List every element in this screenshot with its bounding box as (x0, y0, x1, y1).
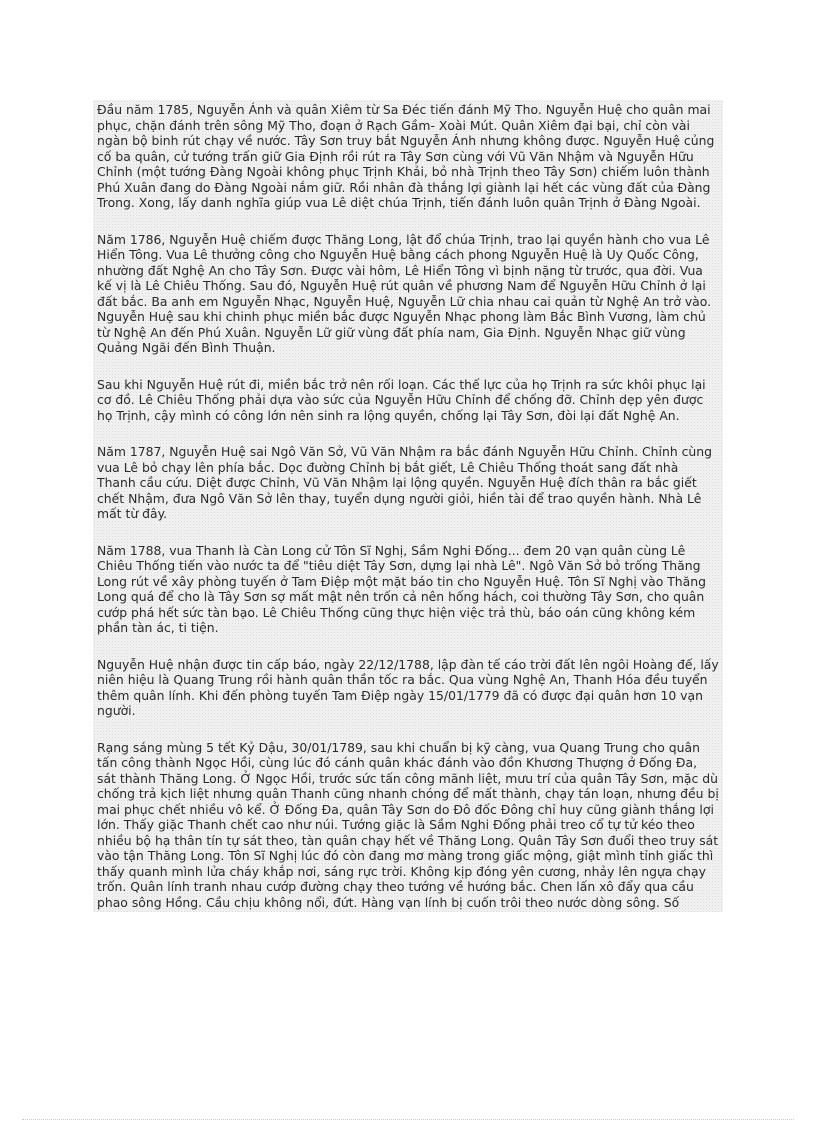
page-bottom-divider (22, 1119, 794, 1121)
paragraph-1787: Năm 1787, Nguyễn Huệ sai Ngô Văn Sở, Vũ Văn Nhậm ra bắc đánh Nguyễn Hữu Chỉnh. Chỉnh cùng vua Lê bỏ chạy lên phía bắc. Dọc đường Chỉnh bị bắt giết, Lê Chiêu Thống thoát sang đất nhà Thanh cầu cứu. Diệt được Chỉnh, Vũ Văn Nhậm lại lộng quyền. Nguyễn Huệ đích thân ra bắc giết chết Nhậm, đưa Ngô Văn Sở lên thay, tuyển dụng người giỏi, hiền tài để trao quyền hành. Nhà Lê mất từ đây. (97, 444, 713, 521)
paragraph-ky-dau: Rạng sáng mùng 5 tết Kỷ Dậu, 30/01/1789, sau khi chuẩn bị kỹ càng, vua Quang Trung cho quân tấn công thành Ngọc Hồi, cùng lúc đó cánh quân khác đánh vào đồn Khương Thượng ở Đống Đa, sát thành Thăng Long. Ở Ngọc Hồi, trước sức tấn công mãnh liệt, mưu trí của quân Tây Sơn, mặc dù chống trả kịch liệt nhưng quân Thanh cũng nhanh chóng để mất thành, chạy tán loạn, nhưng đều bị mai phục chết nhiều vô kể. Ở Đống Đa, quân Tây Sơn do Đô đốc Đông chỉ huy cũng giành thắng lợi lớn. Thấy giặc Thanh chết cao như núi. Tướng giặc là Sầm Nghi Đống phải treo cổ tự tử kéo theo nhiều bộ hạ thân tín tự sát theo, tàn quân chạy hết về Thăng Long. Quân Tây Sơn đuổi theo truy sát vào tận Thăng Long. Tôn Sĩ Nghị lúc đó còn đang mơ màng trong giấc mộng, giật mình tỉnh giấc thì thấy quanh mình lửa cháy khắp nơi, sáng rực trời. Không kịp đóng yên cương, nhảy lên ngựa chạy trốn. Quân lính tranh nhau cướp đường chạy theo tướng về hướng bắc. Chen lấn xô đẩy qua cầu phao sông Hồng. Cầu chịu không nổi, đứt. Hàng vạn lính bị cuốn trôi theo nước dòng sông. Số (97, 739, 719, 910)
paragraph-1785: Đầu năm 1785, Nguyễn Ánh và quân Xiêm từ Sa Đéc tiến đánh Mỹ Tho. Nguyễn Huệ cho quân mai phục, chặn đánh trên sông Mỹ Tho, đoạn ở Rạch Gầm- Xoài Mút. Quân Xiêm đại bại, chỉ còn vài ngàn bộ binh rút chạy về nước. Tây Sơn truy bắt Nguyễn Ánh nhưng không được. Nguyễn Huệ củng cố ba quân, cử tướng trấn giữ Gia Định rồi rút ra Tây Sơn cùng với Vũ Văn Nhậm và Nguyễn Hữu Chỉnh (một tướng Đàng Ngoài không phục Trịnh Khải, bỏ nhà Trịnh theo Tây Sơn) chiếm luôn thành Phú Xuân đang do Đàng Ngoài nắm giữ. Rồi nhân đà thắng lợi giành lại hết các vùng đất của Đàng Trong. Xong, lấy danh nghĩa giúp vua Lê diệt chúa Trịnh, tiến đánh luôn quân Trịnh ở Đàng Ngoài. (97, 102, 715, 210)
paragraph-quang-trung: Nguyễn Huệ nhận được tin cấp báo, ngày 22/12/1788, lập đàn tế cáo trời đất lên ngôi Hoàng đế, lấy niên hiệu là Quang Trung rồi hành quân thần tốc ra bắc. Qua vùng Nghệ An, Thanh Hóa đều tuyển thêm quân lính. Khi đến phòng tuyến Tam Điệp ngày 15/01/1779 đã có được đại quân hơn 10 vạn người. (97, 656, 719, 718)
paragraph-1788: Năm 1788, vua Thanh là Càn Long cử Tôn Sĩ Nghị, Sầm Nghi Đống... đem 20 vạn quân cùng Lê Chiêu Thống tiến vào nước ta để "tiêu diệt Tây Sơn, dựng lại nhà Lê". Ngô Văn Sở bỏ trống Thăng Long rút về xây phòng tuyến ở Tam Điệp một mặt báo tin cho Nguyễn Huệ. Tôn Sĩ Nghị vào Thăng Long quá để cho là Tây Sơn sợ mất mật nên trốn cả nên hống hách, coi thường Tây Sơn, cho quân cướp phá hết sức tàn bạo. Lê Chiêu Thống cũng thực hiện việc trả thù, báo oán cũng không kém phần tàn ác, ti tiện. (97, 542, 706, 635)
paragraph-1786: Năm 1786, Nguyễn Huệ chiếm được Thăng Long, lật đổ chúa Trịnh, trao lại quyền hành cho vua Lê Hiển Tông. Vua Lê thưởng công cho Nguyễn Huệ bằng cách phong Nguyễn Huệ là Uy Quốc Công, nhường đất Nghệ An cho Tây Sơn. Được vài hôm, Lê Hiển Tông vì bịnh nặng từ trước, qua đời. Vua kế vị là Lê Chiêu Thống. Sau đó, Nguyễn Huệ rút quân về phương Nam để Nguyễn Hữu Chỉnh ở lại đất bắc. Ba anh em Nguyễn Nhạc, Nguyễn Huệ, Nguyễn Lữ chia nhau cai quản từ Nghệ An trở vào. Nguyễn Huệ sau khi chinh phục miền bắc được Nguyễn Nhạc phong làm Bắc Bình Vương, làm chủ từ Nghệ An đến Phú Xuân. Nguyễn Lữ giữ vùng đất phía nam, Gia Định. Nguyễn Nhạc giữ vùng Quảng Ngãi đến Bình Thuận. (97, 231, 712, 355)
text-body (93, 100, 723, 912)
paragraph-nguyen-hue-rut-di: Sau khi Nguyễn Huệ rút đi, miền bắc trở nên rối loạn. Các thế lực của họ Trịnh ra sức khôi phục lại cơ đồ. Lê Chiêu Thống phải dựa vào sức của Nguyễn Hữu Chỉnh để chống đỡ. Chỉnh dẹp yên được họ Trịnh, cậy mình có công lớn nên sinh ra lộng quyền, chống lại Tây Sơn, đòi lại đất Nghệ An. (97, 376, 706, 423)
